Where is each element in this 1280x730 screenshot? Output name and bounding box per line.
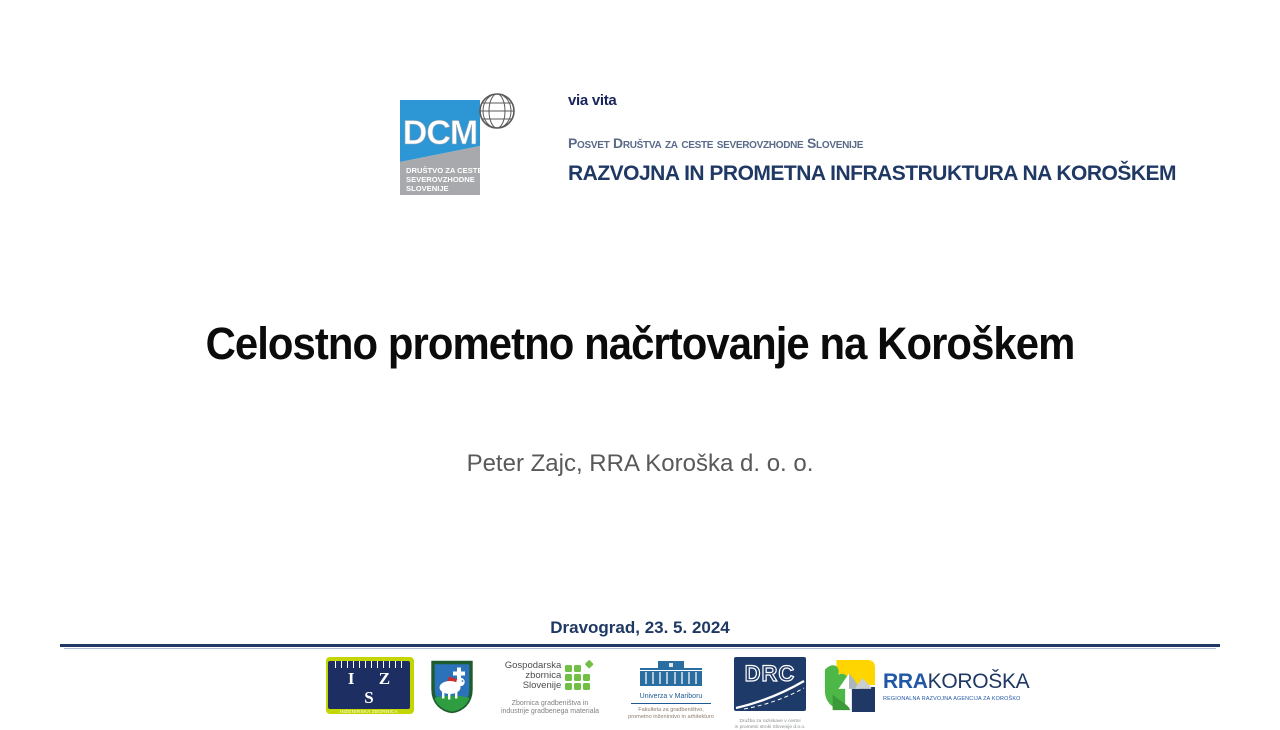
slide-author: Peter Zajc, RRA Koroška d. o. o. <box>466 450 814 477</box>
gzs-logo <box>490 659 610 716</box>
gzs-name-line1: Gospodarska <box>504 660 562 671</box>
globe-icon <box>477 91 517 131</box>
rra-brand-bold: RRA <box>883 670 928 693</box>
slide-title: Celostno prometno načrtovanje na Koroškem <box>205 318 1075 369</box>
rra-brand-rest: KOROŠKA <box>927 670 1030 693</box>
rra-caption: REGIONALNA RAZVOJNA AGENCIJA ZA KOROŠKO <box>883 696 1021 702</box>
via-vita-tagline: via vita <box>568 92 617 109</box>
date-location: Dravograd, 23. 5. 2024 <box>550 618 730 637</box>
izs-caption: INŽENIRSKA ZBORNICA SLOVENIJE <box>339 709 399 719</box>
gzs-squares-icon <box>565 659 595 693</box>
footer-divider-line <box>60 644 1220 647</box>
rra-icon <box>823 660 875 712</box>
um-caption-line2: prometno inženirstvo in arhitekturo <box>628 713 714 720</box>
dcm-logo <box>400 100 483 195</box>
drc-caption-line2: in prometni stroki Slovenije d.o.o. <box>734 724 806 730</box>
um-building-icon <box>638 659 704 687</box>
izs-letters: I Z S <box>347 669 401 707</box>
drc-acronym: DRC <box>744 661 796 686</box>
rra-brand <box>883 670 1029 694</box>
footer-logo-strip <box>326 657 1029 730</box>
rra-logo <box>823 660 1029 712</box>
drc-caption-line1: Družba za raziskave v cestni <box>739 719 801 724</box>
gzs-name-line2: zbornica <box>525 670 562 681</box>
drc-icon <box>734 657 806 711</box>
dravograd-coat-of-arms-icon <box>429 658 475 715</box>
dcm-org-line1: DRUŠTVO ZA CESTE <box>406 166 483 175</box>
um-name: Univerza v Mariboru <box>639 693 703 700</box>
um-logo <box>625 659 717 720</box>
drc-logo <box>732 657 808 730</box>
izs-logo <box>326 657 414 719</box>
footer-divider-shadow <box>64 648 1216 649</box>
izs-ruler-ticks <box>335 661 403 668</box>
dcm-org-line3: SLOVENIJE <box>406 184 449 193</box>
gzs-caption-line2: industrije gradbenega materiala <box>500 708 600 715</box>
event-title: RAZVOJNA IN PROMETNA INFRASTRUKTURA NA KOROŠKEM <box>568 162 1177 185</box>
um-divider <box>631 703 711 704</box>
gzs-caption-line1: Zbornica gradbeništva in <box>511 700 589 707</box>
dcm-org-line2: SEVEROVZHODNE <box>406 175 475 184</box>
dcm-acronym: DCM <box>402 114 478 152</box>
um-caption-line1: Fakulteta za gradbeništvo, <box>638 707 704 713</box>
gzs-name-line3: Slovenije <box>522 680 562 691</box>
event-subtitle: Posvet Društva za ceste severovzhodne Slovenije <box>568 135 864 151</box>
